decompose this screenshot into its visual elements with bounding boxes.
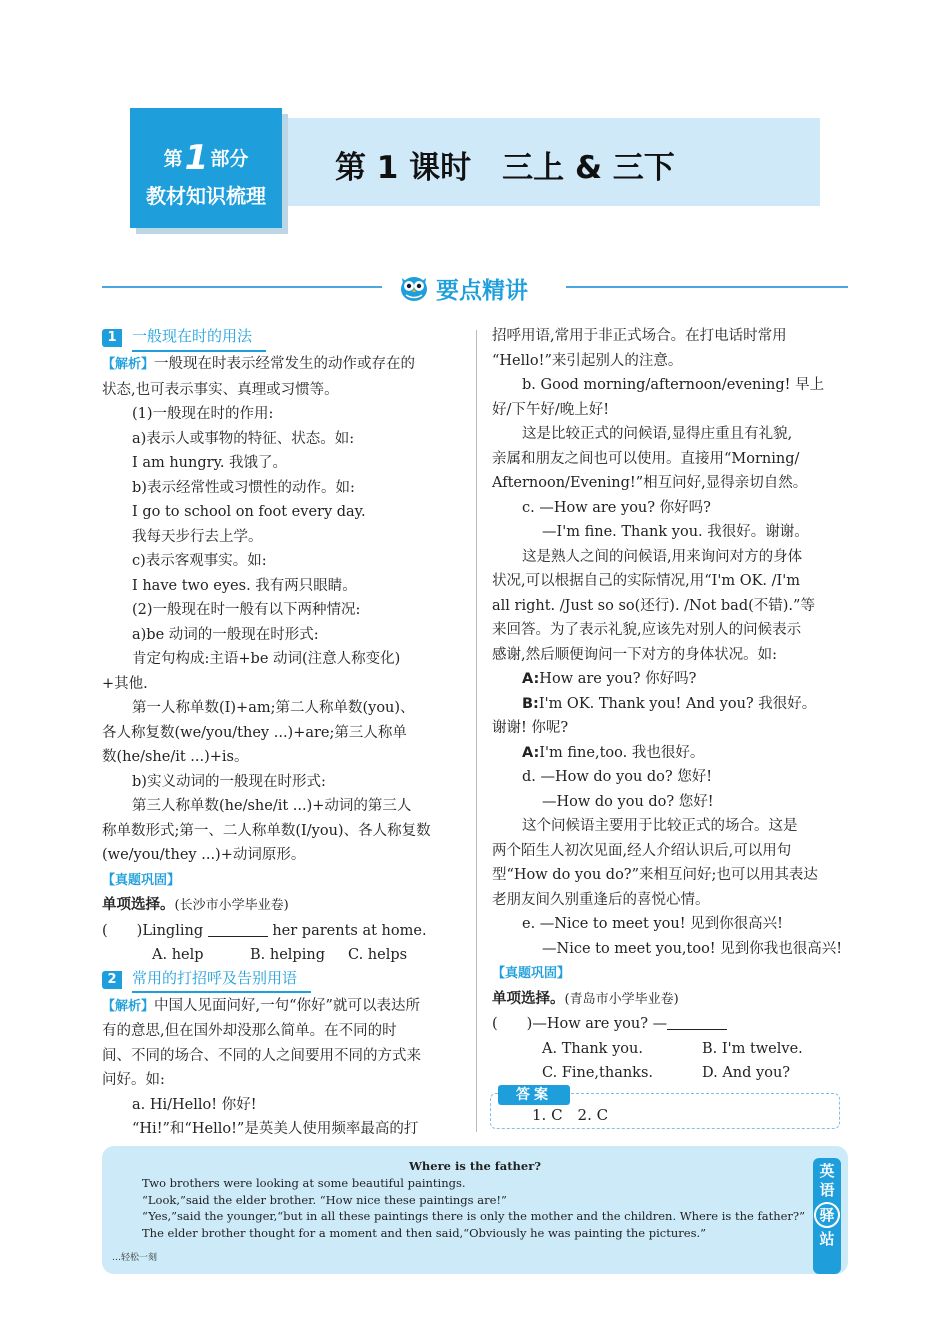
question-heading: 单项选择。 — [492, 990, 565, 1007]
part-badge — [130, 108, 282, 228]
text-line: all right. /Just so so(还行). /Not bad(不错).”等 — [492, 597, 815, 614]
left-column — [102, 326, 462, 1142]
text-line: a)be 动词的一般现在时形式: — [132, 626, 319, 643]
text-line: 肯定句构成:主语+be 动词(注意人称变化) — [132, 651, 401, 667]
answer-label: 答案 — [498, 1085, 570, 1105]
text-line: —How do you do? 您好! — [542, 793, 714, 810]
text-line: I'm OK. Thank you! And you? 我很好。 — [538, 695, 817, 712]
text-line: 第三人称单数(he/she/it ...)+动词的第三人 — [132, 798, 412, 814]
speaker-a: A: — [522, 671, 540, 687]
text-line: a. Hi/Hello! 你好! — [132, 1096, 257, 1113]
option-a: A. help — [152, 947, 204, 963]
tab-char: 英 — [819, 1162, 835, 1180]
text-line: “Hi!”和“Hello!”是英美人使用频率最高的打 — [132, 1121, 419, 1137]
answer-text: 1. C 2. C — [532, 1106, 609, 1124]
text-line: 这是比较正式的问候语,显得庄重且有礼貌, — [522, 426, 793, 442]
option-c: C. Fine,thanks. — [542, 1065, 654, 1081]
text-line: 好/下午好/晚上好! — [492, 401, 610, 418]
question-heading: 单项选择。 — [102, 897, 175, 913]
story-line: “Yes,”said the younger,“but in all these paintings there is only the mother and the children. Where is the father?” — [142, 1209, 805, 1223]
text-line: b. Good morning/afternoon/evening! 早上 — [522, 377, 825, 393]
topic-heading-2 — [102, 968, 462, 992]
topic-heading-1 — [102, 326, 462, 350]
text-line: 中国人见面问好,一句“你好”就可以表达所 — [154, 997, 420, 1014]
text-line: d. —How do you do? 您好! — [522, 769, 713, 785]
option-b: B. helping — [250, 947, 325, 963]
text-line: 数(he/she/it ...)+is。 — [102, 749, 249, 765]
text-line: e. —Nice to meet you! 见到你很高兴! — [522, 916, 783, 932]
story-line: “Look,”said the elder brother. “How nice these paintings are!” — [142, 1192, 507, 1207]
text-line: 两个陌生人初次见面,经人介绍认识后,可以用句 — [492, 842, 792, 859]
badge-number: 1 — [184, 138, 209, 178]
practice-tag: 【真题巩固】 — [102, 872, 181, 888]
english-station-tab — [813, 1158, 841, 1274]
text-line: 老朋友间久别重逢后的喜悦心情。 — [492, 891, 710, 908]
story-line: The elder brother thought for a moment and then said,“Obviously he was painting the pictures.” — [142, 1225, 706, 1240]
text-line: 状况,可以根据自己的实际情况,用“I'm OK. /I'm — [492, 573, 800, 589]
story-footer: …轻松一刻 — [112, 1253, 158, 1263]
badge-prefix: 第 — [163, 148, 183, 170]
question-text: Lingling — [142, 922, 204, 939]
text-line: —I'm fine. Thank you. 我很好。谢谢。 — [542, 524, 809, 540]
text-line: 这个问候语主要用于比较正式的场合。这是 — [522, 818, 798, 834]
topic-number: 2 — [102, 971, 122, 989]
text-line: 问好。如: — [102, 1072, 165, 1088]
practice-tag: 【真题巩固】 — [492, 966, 571, 981]
analysis-tag: 【解析】 — [102, 998, 155, 1014]
story-title: Where is the father? — [409, 1159, 541, 1173]
text-line: 第一人称单数(I)+am;第二人称单数(you)、 — [132, 700, 415, 716]
text-line: c)表示客观事实。如: — [132, 553, 267, 569]
answer-blank[interactable] — [208, 922, 268, 937]
lesson-title: 第 1 课时 三上 & 三下 — [335, 150, 675, 186]
text-line: (we/you/they ...)+动词原形。 — [102, 847, 306, 863]
question-source: (长沙市小学毕业卷) — [174, 898, 289, 913]
right-column — [492, 324, 852, 1086]
badge-subtitle: 教材知识梳理 — [146, 184, 266, 208]
section-divider-right — [566, 286, 848, 288]
text-line: Afternoon/Evening!”相互问好,显得亲切自然。 — [492, 475, 808, 491]
text-line: +其他. — [102, 675, 148, 692]
tab-char: 站 — [819, 1230, 835, 1248]
text-line: “Hello!”来引起别人的注意。 — [492, 352, 683, 369]
speaker-a: A: — [522, 744, 540, 761]
option-d: D. And you? — [702, 1065, 791, 1081]
text-line: I go to school on foot every day. — [132, 504, 366, 520]
text-line: 招呼用语,常用于非正式场合。在打电话时常用 — [492, 328, 787, 344]
text-line: b)实义动词的一般现在时形式: — [132, 773, 326, 790]
text-line: 有的意思,但在国外却没那么简单。在不同的时 — [102, 1023, 397, 1039]
text-line: 亲属和朋友之间也可以使用。直接用“Morning/ — [492, 450, 800, 467]
answer-paren[interactable]: ( ) — [102, 922, 143, 939]
text-line: (2)一般现在时一般有以下两种情况: — [132, 602, 361, 618]
option-a: A. Thank you. — [542, 1040, 643, 1057]
text-line: 一般现在时表示经常发生的动作或存在的 — [154, 356, 416, 372]
story-text — [142, 1175, 805, 1241]
option-c: C. helps — [348, 947, 408, 963]
section-title: 要点精讲 — [436, 278, 528, 304]
text-line: 间、不同的场合、不同的人之间要用不同的方式来 — [102, 1047, 421, 1064]
text-line: 感谢,然后顺便询问一下对方的身体状况。如: — [492, 646, 777, 663]
question-text: —How are you? — — [532, 1016, 668, 1032]
column-divider — [476, 330, 477, 1132]
text-line: c. —How are you? 你好吗? — [522, 499, 711, 516]
text-line: (1)一般现在时的作用: — [132, 406, 274, 422]
section-divider-left — [102, 286, 382, 288]
tab-char: 驿 — [814, 1202, 840, 1228]
topic-number: 1 — [102, 329, 122, 347]
text-line: 状态,也可表示事实、真理或习惯等。 — [102, 381, 339, 398]
speaker-b: B: — [522, 695, 539, 712]
topic-title: 常用的打招呼及告别用语 — [132, 966, 311, 994]
text-line: 谢谢! 你呢? — [492, 720, 569, 736]
analysis-tag: 【解析】 — [102, 357, 155, 372]
text-line: I am hungry. 我饿了。 — [132, 455, 288, 471]
text-line: a)表示人或事物的特征、状态。如: — [132, 430, 355, 447]
text-line: 这是熟人之间的问候语,用来询问对方的身体 — [522, 548, 803, 565]
option-b: B. I'm twelve. — [702, 1040, 803, 1057]
text-line: —Nice to meet you,too! 见到你我也很高兴! — [542, 940, 843, 957]
question-source: (青岛市小学毕业卷) — [564, 991, 679, 1007]
text-line: 来回答。为了表示礼貌,应该先对别人的问候表示 — [492, 622, 802, 638]
tab-char: 语 — [819, 1181, 835, 1199]
text-line: b)表示经常性或习惯性的动作。如: — [132, 479, 355, 496]
text-line: I'm fine,too. 我也很好。 — [539, 744, 705, 761]
text-line: 各人称复数(we/you/they ...)+are;第三人称单 — [102, 724, 407, 741]
question-text: her parents at home. — [272, 922, 427, 939]
text-line: 型“How do you do?”来相互问好;也可以用其表达 — [492, 867, 818, 883]
text-line: I have two eyes. 我有两只眼睛。 — [132, 577, 357, 594]
story-line: Two brothers were looking at some beautiful paintings. — [142, 1176, 466, 1190]
answer-paren[interactable]: ( ) — [492, 1016, 533, 1032]
text-line: 我每天步行去上学。 — [132, 528, 263, 545]
badge-suffix: 部分 — [210, 148, 249, 170]
owl-icon — [398, 272, 430, 302]
topic-title: 一般现在时的用法 — [132, 324, 266, 352]
text-line: How are you? 你好吗? — [539, 671, 697, 687]
text-line: 称单数形式;第一、二人称单数(I/you)、各人称复数 — [102, 822, 431, 839]
answer-blank[interactable] — [667, 1015, 727, 1030]
